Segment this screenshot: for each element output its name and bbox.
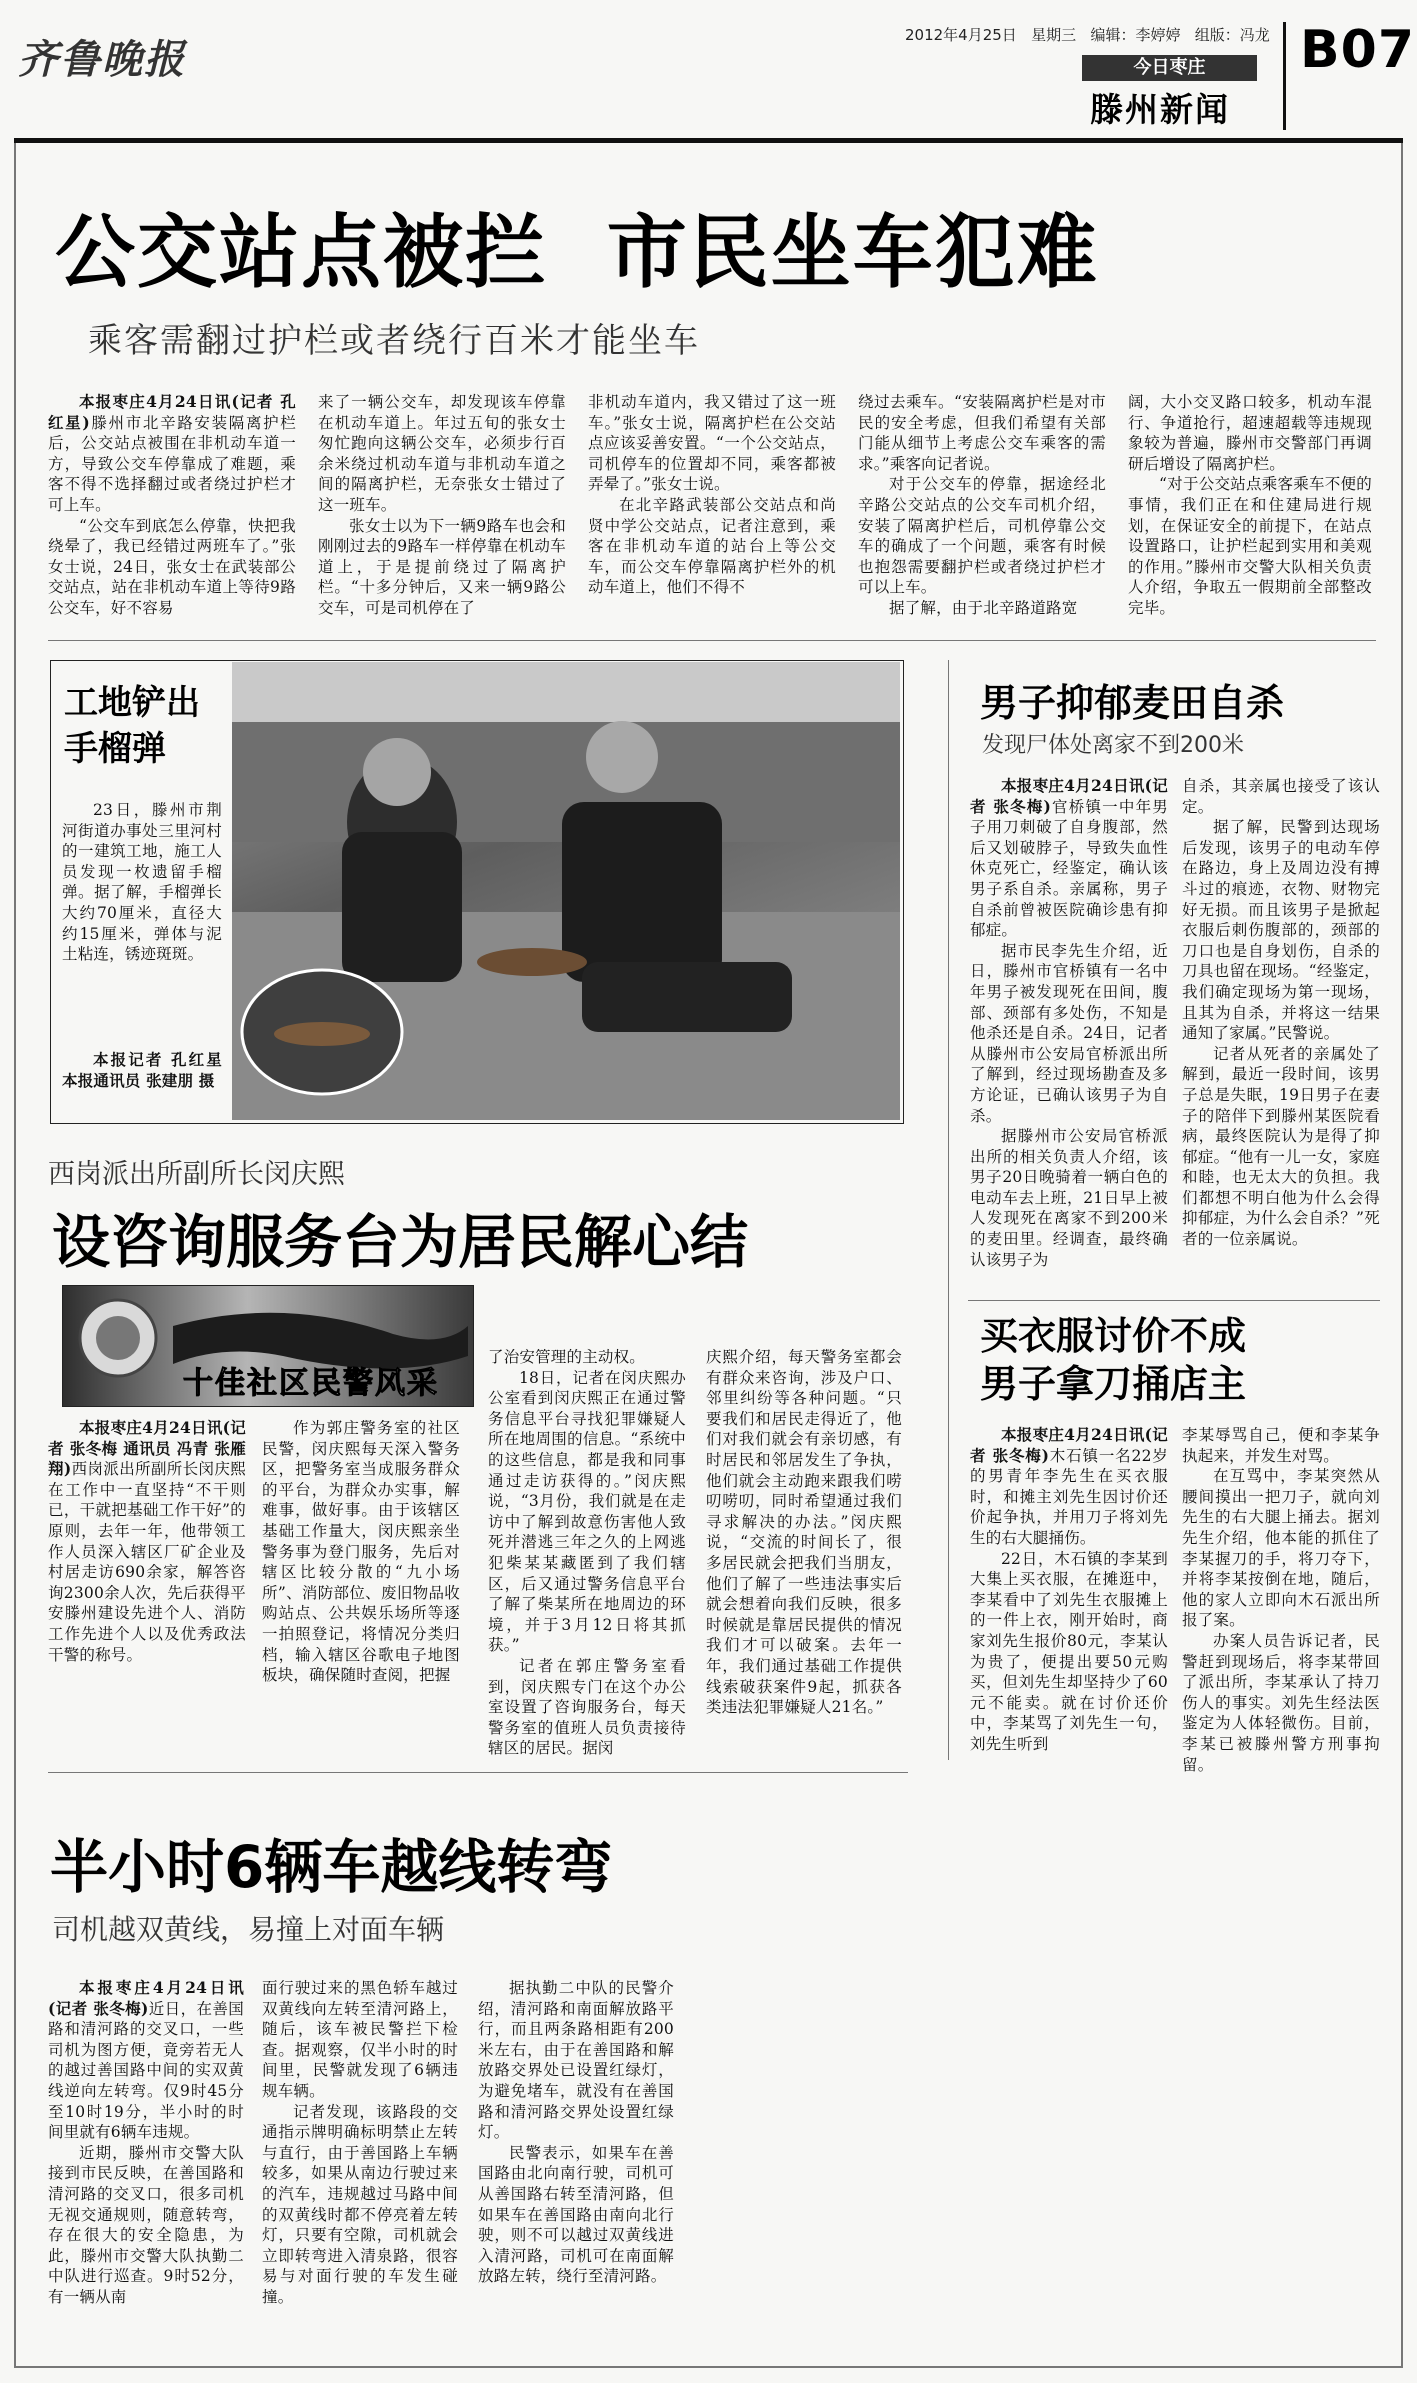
- masthead-rule: [14, 138, 1403, 143]
- story1-col4: 绕过去乘车。“安装隔离护栏是对市民的安全考虑，但我们希望有关部门能从细节上考虑公交车乘客的需求。”乘客向记者说。 对于公交车的停靠，据途经北辛路公交站点的公交车司机介绍，安装了隔离护栏后，司机停靠公交车的确成了一个问题，乘客有时候也抱怨需要翻护栏或者绕过护栏才可以上车。 据了解，由于北辛路道路宽: [858, 393, 1106, 617]
- story6-byline: 本报枣庄4月24日讯(记者 张冬梅): [48, 1978, 244, 2018]
- story3-headline: 设咨询服务台为居民解心结: [52, 1208, 749, 1276]
- story2-credit: 本报记者 孔红星 本报通讯员 张建朋 摄: [62, 1050, 222, 1090]
- story1-headline: 公交站点被拦 市民坐车犯难: [55, 206, 1099, 299]
- story1-col1: 本报枣庄4月24日讯(记者 孔红星)滕州市北辛路安装隔离护栏后，公交站点被围在非机动车道一方，导致公交车停靠成了难题，乘客不得不选择翻过或者绕过护栏才可上车。 “公交车到底怎么停靠，快把我绕晕了，我已经错过两班车了。”张女士说，24日，张女士在武装部公交站点，站在非机动车道上等待9路公交车，好不容易: [48, 392, 296, 617]
- page-right-border: [1401, 143, 1403, 2368]
- story5-col2: 李某辱骂自己，便和李某争执起来，并发生对骂。 在互骂中，李某突然从腰间摸出一把刀子，就向刘先生的右大腿上捅去。据刘先生介绍，他本能的抓住了李某握刀的手，将刀夺下，并将李某按倒在地，随后，他的家人立即向木石派出所报了案。 办案人员告诉记者，民警赶到现场后，将李某带回了派出所，李某承认了持刀伤人的事实。刘先生经法医鉴定为人体轻微伤。目前，李某已被滕州警方刑事拘留。: [1182, 1426, 1380, 1774]
- page-left-border: [14, 143, 16, 2368]
- story5-headline: [980, 1312, 1246, 1408]
- right-column-rule: [948, 660, 949, 1760]
- page-bottom-border: [14, 2366, 1403, 2368]
- story1-subhead: 乘客需翻过护栏或者绕行百米才能坐车: [88, 321, 700, 361]
- story1-col2: 来了一辆公交车，却发现该车停靠在机动车道上。年过五旬的张女士匆忙跑向这辆公交车，必须步行百余米绕过机动车道与非机动车道之间的隔离护栏，无奈张女士错过了这一班车。 张女士以为下一辆9路车也会和刚刚过去的9路车一样停靠在机动车道上，于是提前绕过了隔离护栏。“十多分钟后，又来一辆9路公交车，可是司机停在了: [318, 393, 566, 617]
- story3-bottom-rule: [48, 1772, 908, 1773]
- story5-col1: 本报枣庄4月24日讯(记者 张冬梅)木石镇一名22岁的男青年李先生在买衣服时，和摊主刘先生因讨价还价起争执，并用刀子将刘先生的右大腿捅伤。 22日，木石镇的李某到大集上买衣服，在摊逛中，李某看中了刘先生衣服摊上的一件上衣，刚开始时，商家刘先生报价80元，李某认为贵了，便提出要50元购买，但刘先生却坚持少了60元不能卖。就在讨价还价中，李某骂了刘先生一句，刘先生听到: [970, 1425, 1168, 1753]
- layout-text: 组版：冯龙: [1194, 26, 1270, 44]
- story1-col3: 非机动车道内，我又错过了这一班车。”张女士说，隔离护栏在公交站点应该妥善安置。“一个公交站点，司机停车的位置却不同，乘客都被弄晕了。”张女士说。 在北辛路武装部公交站点和尚贤中学公交站点，记者注意到，乘客在非机动车道的站台上等公交车，而公交车停靠隔离护栏外的机动车道上，他们不得不: [588, 393, 836, 597]
- story4-headline: 男子抑郁麦田自杀: [980, 681, 1285, 725]
- story4-byline: 本报枣庄4月24日讯(记者 张冬梅): [970, 776, 1168, 816]
- story3-byline: 本报枣庄4月24日讯(记者 张冬梅 通讯员 冯青 张雁翔): [48, 1418, 246, 1479]
- blank-ad-area: [700, 1800, 1380, 2350]
- story4-subhead: 发现尸体处离家不到200米: [982, 733, 1244, 758]
- story3-kicker: 西岗派出所副所长闵庆熙: [48, 1159, 345, 1190]
- story6-headline: 半小时6辆车越线转弯: [50, 1833, 613, 1901]
- story5-headline-line1: 买衣服讨价不成: [980, 1314, 1247, 1358]
- story4-col2: 自杀，其亲属也接受了该认定。 据了解，民警到达现场后发现，该男子的电动车停在路边，身上及周边没有搏斗过的痕迹，衣物、财物完好无损。而且该男子是掀起衣服后刺伤腹部的，颈部的刀口也是自身划伤，自杀的刀具也留在现场。“经鉴定，我们确定现场为第一现场，且其为自杀，并将这一结果通知了家属。”民警说。 记者从死者的亲属处了解到，最近一段时间，该男子总是失眠，19日男子在妻子的陪伴下到滕州某医院看病，最终医院认为是得了抑郁症。“他有一儿一女，家庭和睦，也无太大的负担。我们都想不明白他为什么会得抑郁症，为什么会自杀？”死者的一位亲属说。: [1182, 777, 1380, 1249]
- story6-subhead: 司机越双黄线，易撞上对面车辆: [52, 1913, 445, 1946]
- story4-col1: 本报枣庄4月24日讯(记者 张冬梅)官桥镇一中年男子用刀刺破了自身腹部，然后又划破脖子，导致失血性休克死亡，经鉴定，确认该男子系自杀。亲属称，男子自杀前曾被医院确诊患有抑郁症。 据市民李先生介绍，近日，滕州市官桥镇有一名中年男子被发现死在田间，腹部、颈部有多处伤，不知是他杀还是自杀。24日，记者从滕州市公安局官桥派出所了解到，经过现场勘查及多方论证，已确认该男子为自杀。 据滕州市公安局官桥派出所的相关负责人介绍，该男子20日晚骑着一辆白色的电动车去上班，21日早上被人发现死在离家不到200米的麦田里。经调查，最终确认该男子为: [970, 776, 1168, 1269]
- section-top-label: 今日枣庄: [1082, 55, 1257, 81]
- page-number: B07: [1300, 20, 1415, 80]
- section-name: 滕州新闻: [1090, 90, 1230, 129]
- story3-col2: 作为郭庄警务室的社区民警，闵庆熙每天深入警务区，把警务室当成服务群众的平台，为群众办实事，解难事，做好事。由于该辖区基础工作量大，闵庆熙亲坐警务事为登门服务，先后对辖区比较分散的“九小场所”、消防部位、废旧物品收购站点、公共娱乐场所等逐一拍照登记，将情况分类归档，输入辖区谷歌电子地图板块，确保随时查阅，把握: [262, 1419, 460, 1685]
- story1-bottom-rule: [48, 640, 1376, 641]
- story2-headline-line2: 手榴弹: [64, 729, 166, 769]
- story6-col2: 面行驶过来的黑色轿车越过双黄线向左转至清河路上，随后，该车被民警拦下检查。据观察，仅半小时的时间里，民警就发现了6辆违规车辆。 记者发现，该路段的交通指示牌明确标明禁止左转与直行，由于善国路上车辆较多，如果从南边行驶过来的汽车，违规越过马路中间的双黄线时都不停亮着左转灯，只要有空隙，司机就会立即转弯进入清泉路，很容易与对面行驶的车发生碰撞。: [262, 1979, 458, 2306]
- police-officers-illustration: [232, 662, 900, 1120]
- weekday-text: 星期三: [1031, 26, 1077, 44]
- story2-body: 23日，滕州市荆河街道办事处三里河村的一建筑工地，施工人员发现一枚遗留手榴弹。据了解，手榴弹长大约70厘米，直径大约15厘米，弹体与泥土粘连，锈迹斑斑。: [62, 801, 222, 964]
- masthead-separator: [1283, 22, 1286, 130]
- story5-headline-line2: 男子拿刀捅店主: [980, 1362, 1247, 1406]
- story6-col1: 本报枣庄4月24日讯(记者 张冬梅)近日，在善国路和清河路的交叉口，一些司机为图方便，竟旁若无人的越过善国路中间的实双黄线逆向左转弯。仅9时45分至10时19分，半小时的时间里就有6辆车违规。 近期，滕州市交警大队接到市民反映，在善国路和清河路的交叉口，很多司机无视交通规则，随意转弯，存在很大的安全隐患，为此，滕州市交警大队执勤二中队进行巡查。9时52分，有一辆从南: [48, 1978, 244, 2306]
- story5-byline: 本报枣庄4月24日讯(记者 张冬梅): [970, 1425, 1168, 1465]
- community-police-banner: [62, 1285, 474, 1407]
- paper-logo: 齐鲁晚报: [18, 36, 186, 83]
- banner-text: 十佳社区民警风采: [183, 1366, 439, 1401]
- story1-col5: 阔，大小交叉路口较多，机动车混行、争道抢行，超速超载等违规现象较为普遍，滕州市交警部门再调研后增设了隔离护栏。 “对于公交站点乘客乘车不便的事情，我们正在和住建局进行规划，在保证安全的前提下，在站点设置路口，让护栏起到实用和美观的作用。”滕州市交警大队相关负责人介绍，争取五一假期前全部整改完毕。: [1128, 393, 1372, 617]
- story2-headline: [64, 680, 200, 772]
- story2-headline-line1: 工地铲出: [64, 683, 200, 723]
- story3-col3: 了治安管理的主动权。 18日，记者在闵庆熙办公室看到闵庆熙正在通过警务信息平台寻找犯罪嫌疑人所在地周围的信息。“系统中的这些信息，都是我和同事通过走访获得的。”闵庆熙说，“3月份，我们就是在走访中了解到故意伤害他人致死并潜逃三年之久的上网逃犯柴某某藏匿到了我们辖区，后又通过警务信息平台了解了柴某所在地周边的环境，并于3月12日将其抓获。” 记者在郭庄警务室看到，闵庆熙专门在这个办公室设置了咨询服务台，每天警务室的值班人员负责接待辖区的居民。据闵: [488, 1348, 686, 1758]
- grenade-photo: [232, 662, 900, 1120]
- story3-col1: 本报枣庄4月24日讯(记者 张冬梅 通讯员 冯青 张雁翔)西岗派出所副所长闵庆熙在工作中一直坚持“不干则已，干就把基础工作干好”的原则，去年一年，他带领工作人员深入辖区厂矿企业及村居走访690余家，解答咨询2300余人次，先后获得平安滕州建设先进个人、消防工作先进个人以及优秀政法干警的称号。: [48, 1418, 246, 1664]
- story1-byline: 本报枣庄4月24日讯(记者 孔红星): [48, 392, 296, 432]
- story4-bottom-rule: [968, 1300, 1380, 1301]
- story3-col4: 庆熙介绍，每天警务室都会有群众来咨询，涉及户口、邻里纠纷等各种问题。“只要我们和居民走得近了，他们对我们就会有亲切感，有时居民和邻居发生了争执，他们就会主动跑来跟我们唠叨唠叨，同时希望通过我们寻求解决的办法。”闵庆熙说，“交流的时间长了，很多居民就会把我们当朋友，他们了解了一些违法事实后就会想着向我们反映，很多时候就是靠居民提供的情况我们才可以破案。去年一年，我们通过基础工作提供线索破获案件9起，抓获各类违法犯罪嫌疑人21名。”: [706, 1348, 902, 1717]
- issue-date: [905, 24, 1270, 45]
- story6-col3: 据执勤二中队的民警介绍，清河路和南面解放路平行，而且两条路相距有200米左右，由于在善国路和解放路交界处已设置红绿灯，为避免堵车，就没有在善国路和清河路交界处设置红绿灯。 民警表示，如果车在善国路由北向南行驶，司机可从善国路右转至清河路，但如果车在善国路由南向北行驶，则不可以越过双黄线进入清河路，司机可在南面解放路左转，绕行至清河路。: [478, 1979, 674, 2286]
- date-text: 2012年4月25日: [905, 26, 1017, 44]
- editor-text: 编辑：李婷婷: [1090, 26, 1181, 44]
